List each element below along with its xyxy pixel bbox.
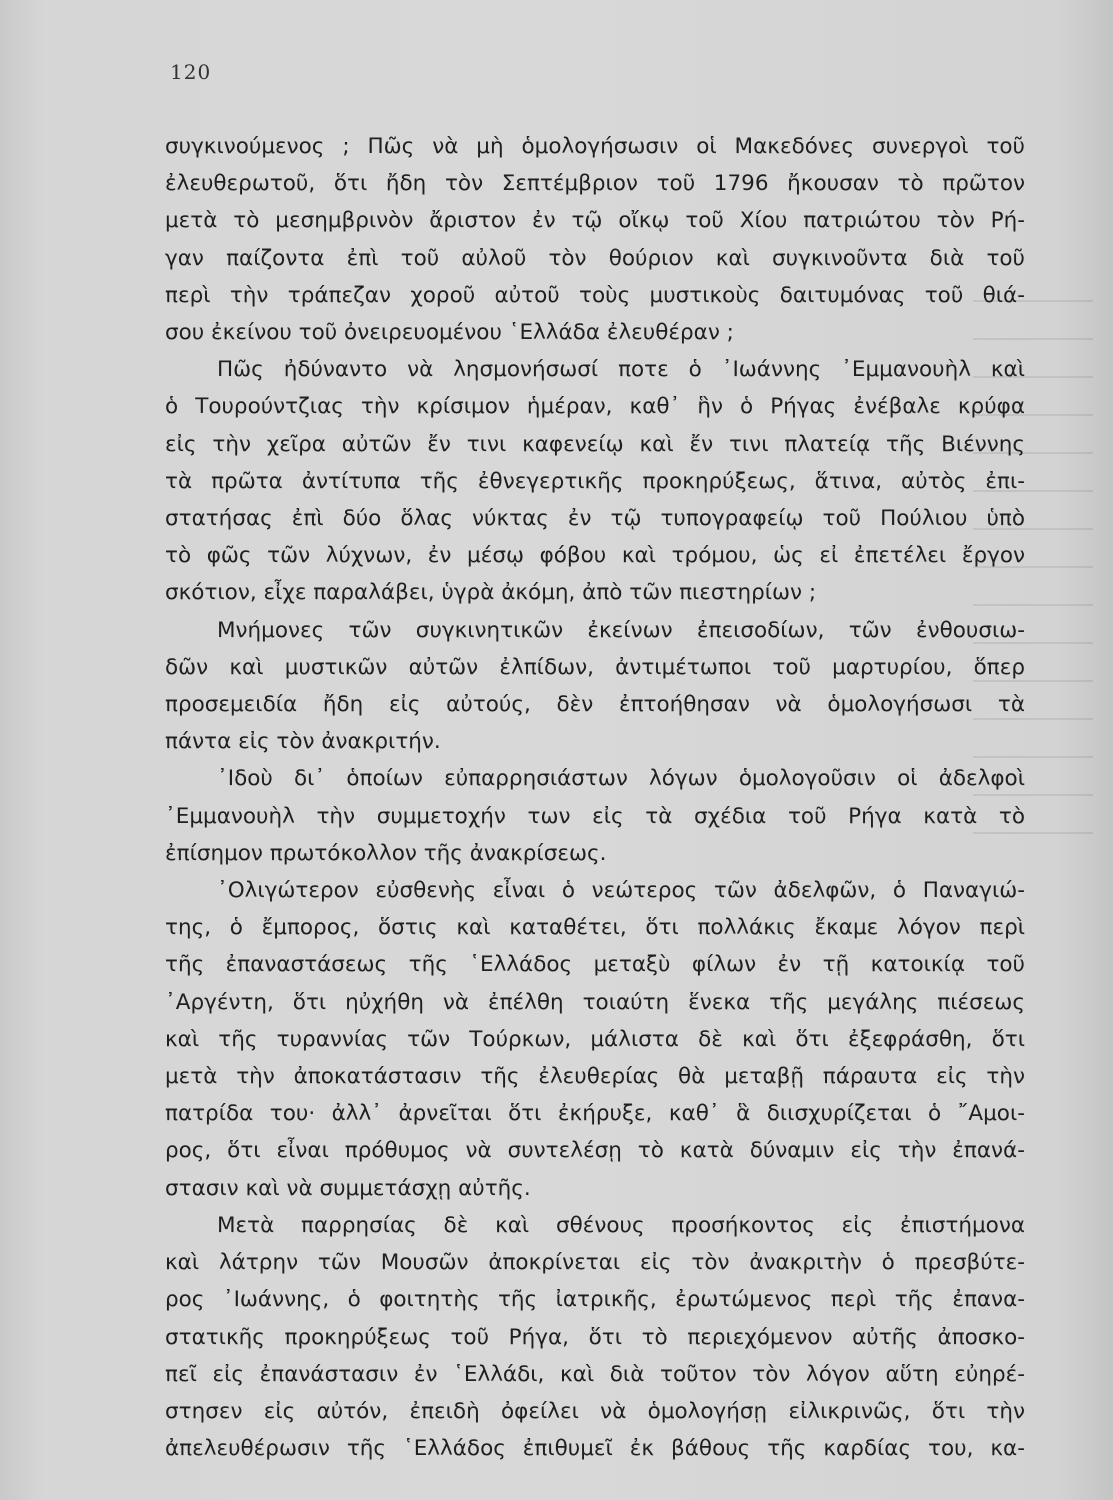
text-line: πεῖ εἰς ἐπανάστασιν ἐν ῾Ελλάδι, καὶ διὰ τοῦτον τὸν λόγον αὕτη εὐηρέ-: [165, 1361, 1025, 1387]
text-line: περὶ τὴν τράπεζαν χοροῦ αὐτοῦ τοὺς μυστικοὺς δαιτυμόνας τοῦ θιά-: [165, 282, 1025, 308]
text-line: Μετὰ παρρησίας δὲ καὶ σθένους προσήκοντος εἰς ἐπιστήμονα: [217, 1212, 1025, 1238]
text-line: τῆς ἐπαναστάσεως τῆς ῾Ελλάδος μεταξὺ φίλων ἐν τῇ κατοικίᾳ τοῦ: [165, 952, 1025, 978]
paragraph-5: [165, 872, 1025, 1207]
text-line: πάντα εἰς τὸν ἀνακριτήν.: [165, 729, 441, 755]
text-line: ρος, ὅτι εἶναι πρόθυμος νὰ συντελέσῃ τὸ κατὰ δύναμιν εἰς τὴν ἐπανά-: [165, 1138, 1025, 1164]
text-line: ᾿Ολιγώτερον εὐσθενὴς εἶναι ὁ νεώτερος τῶν ἀδελφῶν, ὁ Παναγιώ-: [217, 878, 1025, 904]
text-line: ἀπελευθέρωσιν τῆς ῾Ελλάδος ἐπιθυμεῖ ἐκ βάθους τῆς καρδίας του, κα-: [165, 1436, 1025, 1462]
text-line: εἰς τὴν χεῖρα αὐτῶν ἔν τινι καφενείῳ καὶ ἔν τινι πλατείᾳ τῆς Βιέννης: [165, 431, 1025, 457]
text-line: της, ὁ ἔμπορος, ὅστις καὶ καταθέτει, ὅτι πολλάκις ἔκαμε λόγον περὶ: [165, 915, 1025, 941]
text-line: ᾿Εμμανουὴλ τὴν συμμετοχήν των εἰς τὰ σχέδια τοῦ Ρήγα κατὰ τὸ: [165, 803, 1025, 829]
text-line: στατικῆς προκηρύξεως τοῦ Ρήγα, ὅτι τὸ περιεχόμενον αὐτῆς ἀποσκο-: [165, 1324, 1025, 1350]
text-line: στησεν εἰς αὐτόν, ἐπειδὴ ὀφείλει νὰ ὁμολογήσῃ εἰλικρινῶς, ὅτι τὴν: [165, 1398, 1025, 1424]
text-line: σου ἐκείνου τοῦ ὀνειρευομένου ῾Ελλάδα ἐλευθέραν ;: [165, 320, 734, 346]
text-line: ᾿Ιδοὺ δι᾿ ὁποίων εὐπαρρησιάστων λόγων ὁμολογοῦσιν οἱ ἀδελφοὶ: [217, 766, 1025, 792]
text-line: τὸ φῶς τῶν λύχνων, ἐν μέσῳ φόβου καὶ τρόμου, ὡς εἰ ἐπετέλει ἔργον: [165, 543, 1025, 569]
text-line: σκότιον, εἶχε παραλάβει, ὑγρὰ ἀκόμη, ἀπὸ τῶν πιεστηρίων ;: [165, 580, 817, 606]
text-line: Μνήμονες τῶν συγκινητικῶν ἐκείνων ἐπεισοδίων, τῶν ἐνθουσιω-: [217, 617, 1025, 643]
text-line: στατήσας ἐπὶ δύο ὅλας νύκτας ἐν τῷ τυπογραφείῳ τοῦ Πούλιου ὑπὸ: [165, 506, 1025, 532]
text-line: ρος ᾿Ιωάννης, ὁ φοιτητὴς τῆς ἰατρικῆς, ἐρωτώμενος περὶ τῆς ἐπανα-: [165, 1287, 1025, 1313]
page-number: 120: [170, 60, 212, 84]
text-line: μετὰ τὸ μεσημβρινὸν ἄριστον ἐν τῷ οἴκῳ τοῦ Χίου πατριώτου τὸν Ρή-: [165, 208, 1025, 234]
text-line: μετὰ τὴν ἀποκατάστασιν τῆς ἐλευθερίας θὰ μεταβῇ πάραυτα εἰς τὴν: [165, 1064, 1025, 1090]
text-line: γαν παίζοντα ἐπὶ τοῦ αὐλοῦ τὸν θούριον καὶ συγκινοῦντα διὰ τοῦ: [165, 245, 1025, 271]
text-line: πατρίδα του· ἀλλ᾿ ἀρνεῖται ὅτι ἐκήρυξε, καθ᾿ ἃ διισχυρίζεται ὁ ῎Αμοι-: [165, 1101, 1025, 1127]
paragraph-6: [165, 1207, 1025, 1467]
paragraph-2: [165, 351, 1025, 611]
text-line: ἐλευθερωτοῦ, ὅτι ἤδη τὸν Σεπτέμβριον τοῦ 1796 ἤκουσαν τὸ πρῶτον: [165, 171, 1025, 197]
body-text: [165, 128, 1025, 1467]
text-line: ὁ Τουρούντζιας τὴν κρίσιμον ἡμέραν, καθ᾿ ἣν ὁ Ρήγας ἐνέβαλε κρύφα: [165, 394, 1025, 420]
paragraph-3: [165, 612, 1025, 761]
text-line: ἐπίσημον πρωτόκολλον τῆς ἀνακρίσεως.: [165, 840, 607, 866]
text-line: στασιν καὶ νὰ συμμετάσχῃ αὐτῆς.: [165, 1175, 531, 1201]
text-line: προσεμειδία ἤδη εἰς αὐτούς, δὲν ἐπτοήθησαν νὰ ὁμολογήσωσι τὰ: [165, 692, 1025, 718]
text-line: καὶ λάτρην τῶν Μουσῶν ἀποκρίνεται εἰς τὸν ἀνακριτὴν ὁ πρεσβύτε-: [165, 1250, 1025, 1276]
text-line: δῶν καὶ μυστικῶν αὐτῶν ἐλπίδων, ἀντιμέτωποι τοῦ μαρτυρίου, ὅπερ: [165, 654, 1025, 680]
text-line: τὰ πρῶτα ἀντίτυπα τῆς ἐθνεγερτικῆς προκηρύξεως, ἅτινα, αὐτὸς ἐπι-: [165, 468, 1025, 494]
text-line: ᾿Αργέντη, ὅτι ηὐχήθη νὰ ἐπέλθη τοιαύτη ἕνεκα τῆς μεγάλης πιέσεως: [165, 989, 1025, 1015]
paragraph-1: [165, 128, 1025, 351]
paragraph-4: [165, 760, 1025, 872]
text-line: καὶ τῆς τυραννίας τῶν Τούρκων, μάλιστα δὲ καὶ ὅτι ἐξεφράσθη, ὅτι: [165, 1026, 1025, 1052]
text-line: Πῶς ἠδύναντο νὰ λησμονήσωσί ποτε ὁ ᾿Ιωάννης ᾿Εμμανουὴλ καὶ: [217, 357, 1025, 383]
text-line: συγκινούμενος ; Πῶς νὰ μὴ ὁμολογήσωσιν οἱ Μακεδόνες συνεργοὶ τοῦ: [165, 134, 1025, 159]
